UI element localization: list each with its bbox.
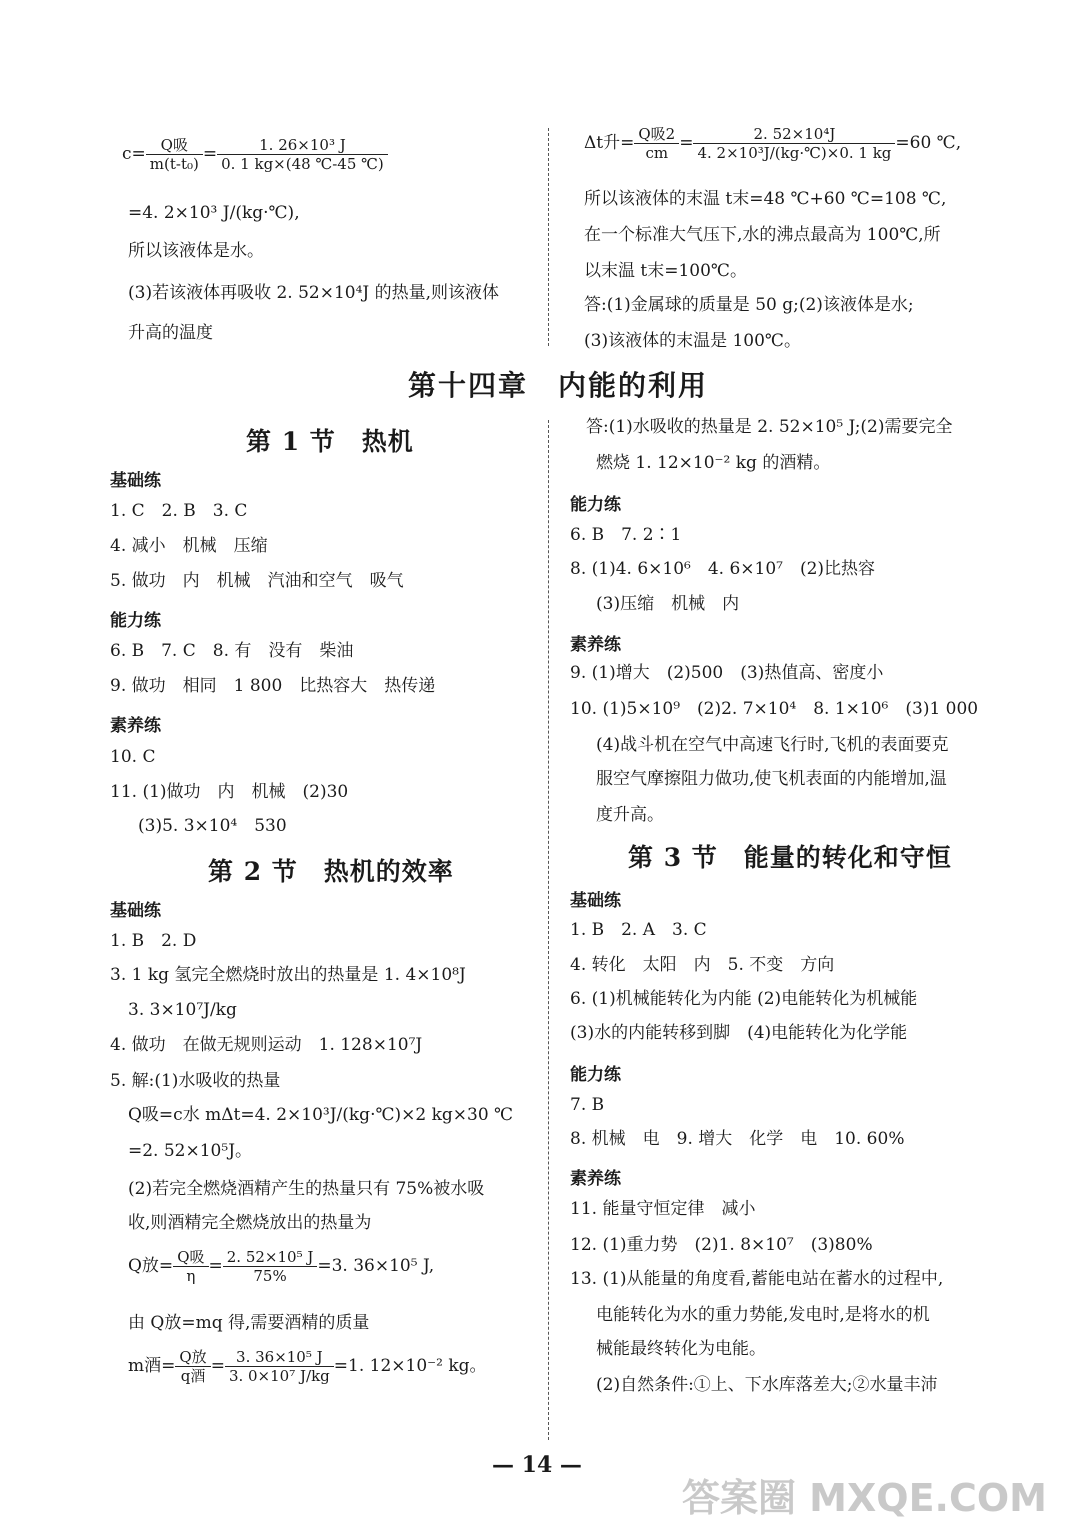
answer-line: 9. 做功 相同 1 800 比热容大 热传递 — [110, 676, 436, 696]
answer-line: 3. 1 kg 氢完全燃烧时放出的热量是 1. 4×10⁸J — [110, 965, 466, 985]
subheading-basic: 基础练 — [110, 471, 161, 491]
subheading-basic: 基础练 — [110, 901, 161, 921]
watermark-logo: 答案圈 MXQE.COM — [681, 1476, 1047, 1520]
answer-line: (2)若完全燃烧酒精产生的热量只有 75%被水吸 — [128, 1179, 485, 1199]
answer-line: 答:(1)水吸收的热量是 2. 52×10⁵ J;(2)需要完全 — [586, 417, 953, 437]
answer-line: (3)5. 3×10⁴ 530 — [138, 816, 287, 836]
answer-line: 7. B — [570, 1095, 605, 1115]
answer-line: 度升高。 — [596, 805, 664, 825]
text-line: 在一个标准大气压下,水的沸点最高为 100℃,所 — [584, 225, 941, 245]
subheading-literacy: 素养练 — [570, 635, 621, 655]
answer-line: 械能最终转化为电能。 — [596, 1339, 766, 1359]
subheading-literacy: 素养练 — [570, 1169, 621, 1189]
answer-line: 4. 转化 太阳 内 5. 不变 方向 — [570, 955, 835, 975]
text-line: 以末温 t末=100℃。 — [584, 261, 747, 281]
formula-c: c= $\frac{\text{Q吸}}{\text{m(t-t₀)}}$ = $\frac{\text{1. 26×10³ J}}{0. 1 kg\times(48 ℃-45 ℃)}$ — [122, 136, 388, 173]
answer-line: 6. (1)机械能转化为内能 (2)电能转化为机械能 — [570, 989, 918, 1009]
text-line: (3)若该液体再吸收 2. 52×10⁴J 的热量,则该液体 — [128, 283, 500, 303]
answer-line: 6. B 7. 2∶1 — [570, 525, 682, 545]
answer-line: 11. (1)做功 内 机械 (2)30 — [110, 782, 349, 802]
answer-line: 6. B 7. C 8. 有 没有 柴油 — [110, 641, 354, 661]
answer-line: 服空气摩擦阻力做功,使飞机表面的内能增加,温 — [596, 769, 947, 789]
answer-line: Q吸=c水 mΔt=4. 2×10³J/(kg·℃)×2 kg×30 ℃ — [128, 1105, 514, 1125]
answer-line: =2. 52×10⁵J。 — [128, 1141, 253, 1161]
answer-line: 5. 做功 内 机械 汽油和空气 吸气 — [110, 571, 404, 591]
section-2-title: 第 2 节 热机的效率 — [208, 857, 454, 886]
section-1-title: 第 1 节 热机 — [246, 427, 414, 456]
text-line: 所以该液体是水。 — [128, 241, 264, 261]
answer-line: 3. 3×10⁷J/kg — [128, 1000, 237, 1020]
subheading-basic: 基础练 — [570, 891, 621, 911]
text-line: (3)该液体的末温是 100℃。 — [584, 331, 801, 351]
answer-line: 4. 做功 在做无规则运动 1. 128×10⁷J — [110, 1035, 423, 1055]
answer-line: 5. 解:(1)水吸收的热量 — [110, 1071, 281, 1091]
answer-line: 9. (1)增大 (2)500 (3)热值高、密度小 — [570, 663, 884, 683]
answer-line: 8. 机械 电 9. 增大 化学 电 10. 60% — [570, 1129, 905, 1149]
answer-line: 13. (1)从能量的角度看,蓄能电站在蓄水的过程中, — [570, 1269, 944, 1289]
section-3-title: 第 3 节 能量的转化和守恒 — [628, 843, 952, 872]
answer-line: 燃烧 1. 12×10⁻² kg 的酒精。 — [596, 453, 831, 473]
answer-line: 1. B 2. D — [110, 931, 197, 951]
subheading-ability: 能力练 — [570, 1065, 621, 1085]
page-number: — 14 — — [492, 1452, 582, 1478]
text-line: 升高的温度 — [128, 323, 213, 343]
answer-line: 8. (1)4. 6×10⁶ 4. 6×10⁷ (2)比热容 — [570, 559, 876, 579]
subheading-ability: 能力练 — [110, 611, 161, 631]
answer-line: 电能转化为水的重力势能,发电时,是将水的机 — [596, 1305, 930, 1325]
text-line: =4. 2×10³ J/(kg·℃), — [128, 203, 300, 223]
answer-line: (4)战斗机在空气中高速飞行时,飞机的表面要克 — [596, 735, 949, 755]
column-divider-bottom — [548, 420, 549, 1440]
answer-line: (3)压缩 机械 内 — [596, 594, 740, 614]
subheading-ability: 能力练 — [570, 495, 621, 515]
answer-line: 11. 能量守恒定律 减小 — [570, 1199, 756, 1219]
answer-line: 10. C — [110, 747, 156, 767]
answer-line: (2)自然条件:①上、下水库落差大;②水量丰沛 — [596, 1375, 938, 1395]
answer-line: 1. B 2. A 3. C — [570, 920, 707, 940]
answer-line: 10. (1)5×10⁹ (2)2. 7×10⁴ 8. 1×10⁶ (3)1 000 — [570, 699, 979, 719]
formula-delta-t: Δt升= $\frac{\text{Q吸2}}{cm}$ = $\frac{\text{2. 52×10⁴J}}{\text{4. 2×10³J/(kg·℃)×0. 1 kg}}$ =60 ℃, — [584, 125, 962, 162]
answer-line: 收,则酒精完全燃烧放出的热量为 — [128, 1213, 372, 1233]
answer-line: 由 Q放=mq 得,需要酒精的质量 — [128, 1313, 370, 1333]
answer-line: (3)水的内能转移到脚 (4)电能转化为化学能 — [570, 1023, 908, 1043]
formula-q-release: Q放= $\frac{\text{Q吸}}{\eta}$ = $\frac{\text{2. 52×10⁵ J}}{75\%}$ =3. 36×10⁵ J, — [128, 1248, 435, 1285]
subheading-literacy: 素养练 — [110, 716, 161, 736]
chapter-title: 第十四章 内能的利用 — [408, 369, 709, 402]
answer-line: 1. C 2. B 3. C — [110, 501, 248, 521]
text-line: 所以该液体的末温 t末=48 ℃+60 ℃=108 ℃, — [584, 189, 947, 209]
answer-line: 4. 减小 机械 压缩 — [110, 536, 268, 556]
answer-line: 12. (1)重力势 (2)1. 8×10⁷ (3)80% — [570, 1235, 873, 1255]
formula-m-alcohol: m酒= $\frac{\text{Q放}}{\text{q酒}}$ = $\frac{\text{3. 36×10⁵ J}}{\text{3. 0×10⁷ J/kg}}$ =1. 12×10⁻² kg。 — [128, 1348, 487, 1385]
column-divider-top — [548, 128, 549, 346]
text-line: 答:(1)金属球的质量是 50 g;(2)该液体是水; — [584, 295, 914, 315]
